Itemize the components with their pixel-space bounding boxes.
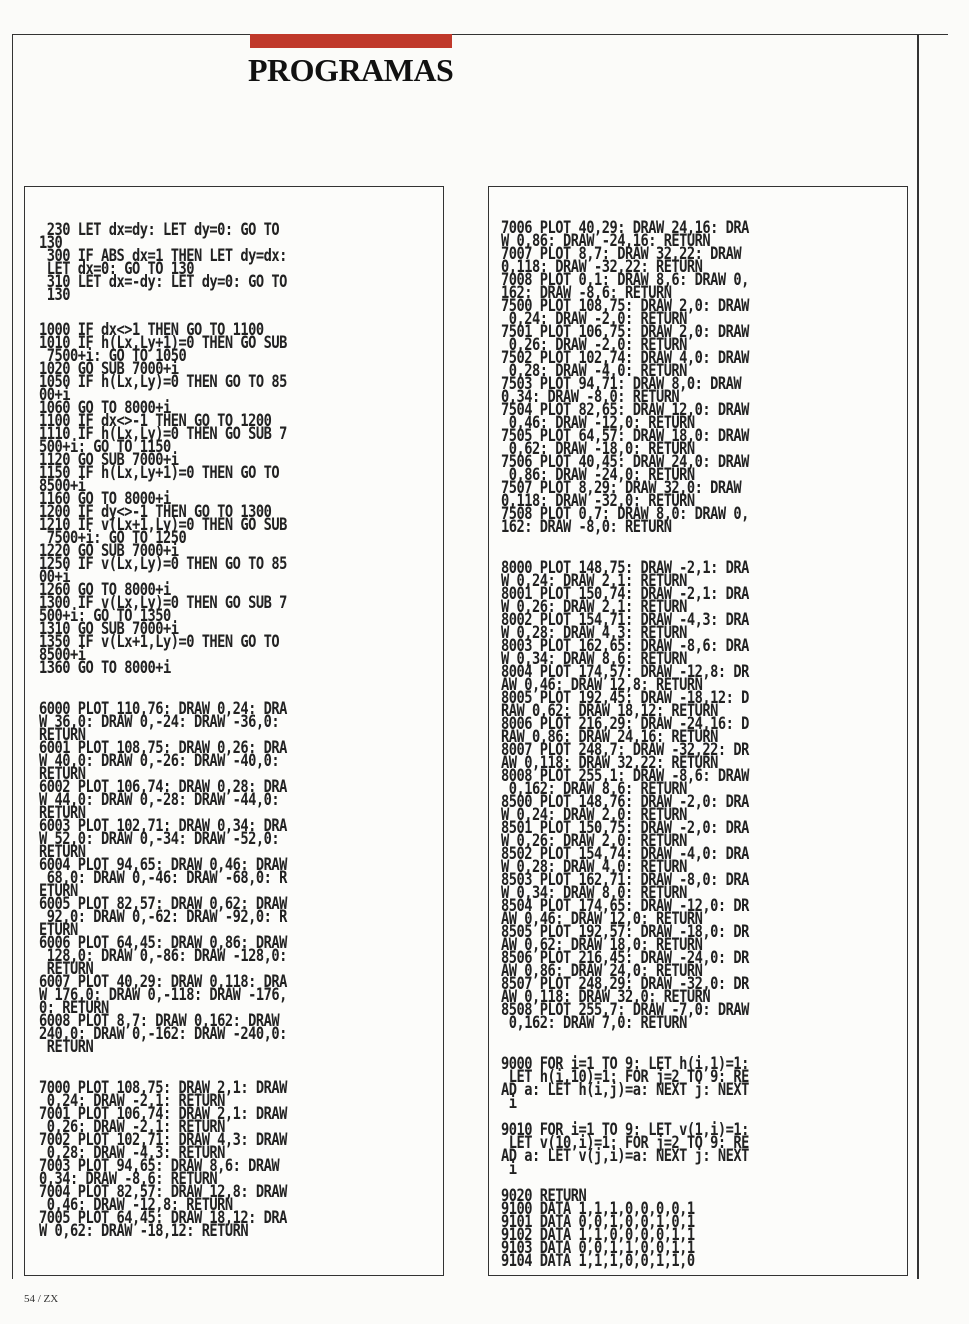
listing-block-lines-9020-9104: 9020 RETURN 9100 DATA 1,1,1,0,0,0,0,1 9101 DATA 0,0,1,0,0,1,0,1 9102 DATA 1,1,0,0,0,0,1,1 9103 DATA 0,0,1,1,0,0,1,1 9104 DATA 1,1,1,0,0,1,1,0: [501, 1186, 695, 1270]
program-listing-left: [39, 220, 287, 1240]
listing-block-lines-6000-6008: 6000 PLOT 110,76: DRAW 0,24: DRA W 36,0: DRAW 0,-24: DRAW -36,0: RETURN 6001 PLOT 108,75: DRAW 0,26: DRA W 40,0: DRAW 0,-26: DRAW -40,0: RETURN 6002 PLOT 106,74: DRAW 0,28: DRA W 44,0: DRAW 0,-28: DRAW -44,0: RETURN 6003 PLOT 102,71: DRAW 0,34: DRA W 52,0: DRAW 0,-34: DRAW -52,0: RETURN 6004 PLOT 94,65: DRAW 0,46: DRAW 68,0: DRAW 0,-46: DRAW -68,0: R ETURN 6005 PLOT 82,57: DRAW 0,62: DRAW 92,0: DRAW 0,-62: DRAW -92,0: R ETURN 6006 PLOT 64,45: DRAW 0,86: DRAW 128,0: DRAW 0,-86: DRAW -128,0: RETURN 6007 PLOT 40,29: DRAW 0,118: DRA W 176,0: DRAW 0,-118: DRAW -176, 0: RETURN 6008 PLOT 8,7: DRAW 0,162: DRAW 240,0: DRAW 0,-162: DRAW -240,0: RETURN: [39, 699, 287, 1056]
listing-column-left: [24, 186, 444, 1276]
section-color-bar: [250, 34, 452, 48]
listing-column-right: [488, 186, 908, 1276]
listing-block-lines-7000-7005: 7000 PLOT 108,75: DRAW 2,1: DRAW 0,24: DRAW -2,1: RETURN 7001 PLOT 106,74: DRAW 2,1: DRAW 0,26: DRAW -2,1: RETURN 7002 PLOT 102,71: DRAW 4,3: DRAW 0,28: DRAW -4,3: RETURN 7003 PLOT 94,65: DRAW 8,6: DRAW 0,34: DRAW -8,6: RETURN 7004 PLOT 82,57: DRAW 12,8: DRAW 0,46: DRAW -12,8: RETURN 7005 PLOT 64,45: DRAW 18,12: DRA W 0,62: DRAW -18,12: RETURN: [39, 1078, 287, 1240]
program-listing-right: [501, 218, 749, 1270]
listing-block-line-9010: 9010 FOR i=1 TO 9: LET v(1,i)=1: LET v(10,i)=1: FOR j=2 TO 9: RE AD a: LET v(j,i)=a: NEXT j: NEXT i: [501, 1120, 749, 1178]
listing-block-lines-1000-1360: 1000 IF dx<>1 THEN GO TO 1100 1010 IF h(Lx,Ly+1)=0 THEN GO SUB 7500+i: GO TO 1050 1020 GO SUB 7000+i 1050 IF h(Lx,Ly)=0 THEN GO TO 85 00+i 1060 GO TO 8000+i 1100 IF dx<>-1 THEN GO TO 1200 1110 IF h(Lx,Ly)=0 THEN GO SUB 7 500+i: GO TO 1150 1120 GO SUB 7000+i 1150 IF h(Lx,Ly+1)=0 THEN GO TO 8500+i 1160 GO TO 8000+i 1200 IF dy<>-1 THEN GO TO 1300 1210 IF v(Lx+1,Ly)=0 THEN GO SUB 7500+i: GO TO 1250 1220 GO SUB 7000+i 1250 IF v(Lx,Ly)=0 THEN GO TO 85 00+i 1260 GO TO 8000+i 1300 IF v(Lx,Ly)=0 THEN GO SUB 7 500+i: GO TO 1350 1310 GO SUB 7000+i 1350 IF v(Lx+1,Ly)=0 THEN GO TO 8500+i 1360 GO TO 8000+i: [39, 320, 287, 677]
page-footer: 54 / ZX: [24, 1293, 59, 1305]
right-margin-rule: [917, 34, 919, 1279]
section-title: PROGRAMAS: [248, 52, 454, 88]
listing-block-lines-230-310: 230 LET dx=dy: LET dy=0: GO TO 130 300 IF ABS dx=1 THEN LET dy=dx: LET dx=0: GO TO 130 310 LET dx=-dy: LET dy=0: GO TO 130: [39, 220, 287, 304]
listing-block-lines-7006-7508: 7006 PLOT 40,29: DRAW 24,16: DRA W 0,86: DRAW -24,16: RETURN 7007 PLOT 8,7: DRAW 32,22: DRAW 0,118: DRAW -32,22: RETURN 7008 PLOT 0,1: DRAW 8,6: DRAW 0, 162: DRAW -8,6: RETURN 7500 PLOT 108,75: DRAW 2,0: DRAW 0,24: DRAW -2,0: RETURN 7501 PLOT 106,75: DRAW 2,0: DRAW 0,26: DRAW -2,0: RETURN 7502 PLOT 102,74: DRAW 4,0: DRAW 0,28: DRAW -4,0: RETURN 7503 PLOT 94,71: DRAW 8,0: DRAW 0,34: DRAW -8,0: RETURN 7504 PLOT 82,65: DRAW 12,0: DRAW 0,46: DRAW -12,0: RETURN 7505 PLOT 64,57: DRAW 18,0: DRAW 0,62: DRAW -18,0: RETURN 7506 PLOT 40,45: DRAW 24,0: DRAW 0,86: DRAW -24,0: RETURN 7507 PLOT 8,29: DRAW 32,0: DRAW 0,118: DRAW -32,0: RETURN 7508 PLOT 0,7: DRAW 8,0: DRAW 0, 162: DRAW -8,0: RETURN: [501, 218, 749, 536]
listing-block-lines-8000-8508: 8000 PLOT 148,75: DRAW -2,1: DRA W 0,24: DRAW 2,1: RETURN 8001 PLOT 150,74: DRAW -2,1: DRA W 0,26: DRAW 2,1: RETURN 8002 PLOT 154,71: DRAW -4,3: DRA W 0,28: DRAW 4,3: RETURN 8003 PLOT 162,65: DRAW -8,6: DRA W 0,34: DRAW 8,6: RETURN 8004 PLOT 174,57: DRAW -12,8: DR AW 0,46: DRAW 12,8: RETURN 8005 PLOT 192,45: DRAW -18,12: D RAW 0,62: DRAW 18,12: RETURN 8006 PLOT 216,29: DRAW -24,16: D RAW 0,86: DRAW 24,16: RETURN 8007 PLOT 248,7: DRAW -32,22: DR AW 0,118: DRAW 32,22: RETURN 8008 PLOT 255,1: DRAW -8,6: DRAW 0,162: DRAW 8,6: RETURN 8500 PLOT 148,76: DRAW -2,0: DRA W 0,24: DRAW 2,0: RETURN 8501 PLOT 150,75: DRAW -2,0: DRA W 0,26: DRAW 2,0: RETURN 8502 PLOT 154,74: DRAW -4,0: DRA W 0,28: DRAW 4,0: RETURN 8503 PLOT 162,71: DRAW -8,0: DRA W 0,34: DRAW 8,0: RETURN 8504 PLOT 174,65: DRAW -12,0: DR AW 0,46: DRAW 12,0: RETURN 8505 PLOT 192,57: DRAW -18,0: DR AW 0,62: DRAW 18,0: RETURN 8506 PLOT 216,45: DRAW -24,0: DR AW 0,86: DRAW 24,0: RETURN 8507 PLOT 248,29: DRAW -32,0: DR AW 0,118: DRAW 32,0: RETURN 8508 PLOT 255,7: DRAW -7,0: DRAW 0,162: DRAW 7,0: RETURN: [501, 558, 749, 1032]
listing-block-line-9000: 9000 FOR i=1 TO 9: LET h(i,1)=1: LET h(i,10)=1: FOR j=2 TO 9: RE AD a: LET h(i,j)=a: NEXT j: NEXT i: [501, 1054, 749, 1112]
